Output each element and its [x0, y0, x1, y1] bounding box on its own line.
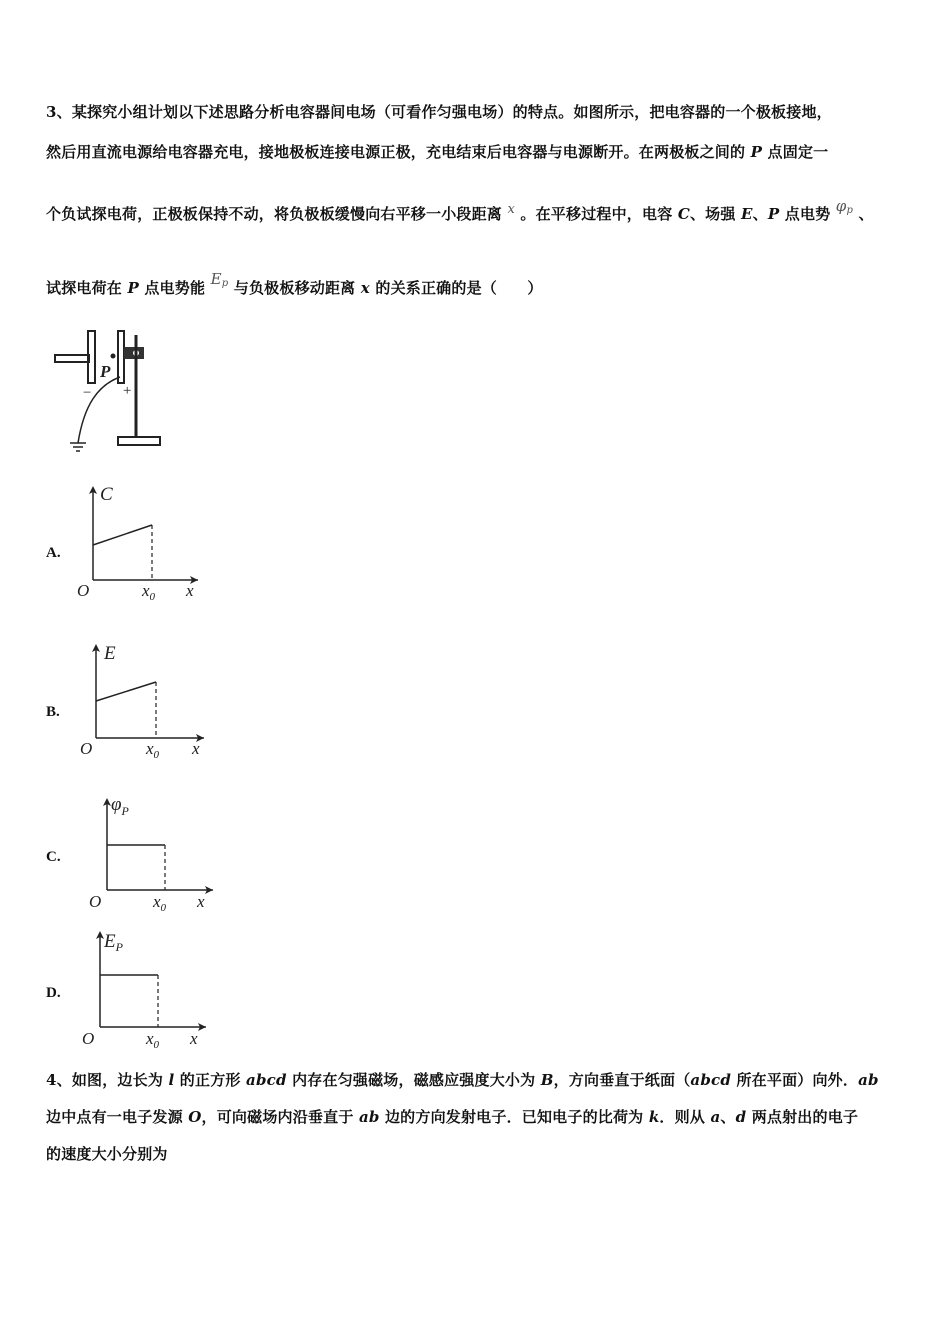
curve	[93, 525, 152, 545]
origin-label: O	[77, 581, 90, 600]
x0-label: $x_0$	[142, 581, 156, 600]
option-a-label[interactable]: A.	[46, 545, 61, 561]
origin-label: O	[82, 1029, 95, 1048]
x-axis-label: x	[192, 739, 200, 758]
graph-option-c	[85, 790, 220, 915]
point-p-label: P	[100, 362, 111, 381]
stand-base	[118, 437, 160, 445]
option-c-label[interactable]: C.	[46, 849, 61, 865]
option-b-label[interactable]: B.	[46, 704, 60, 720]
graph-option-d	[78, 925, 213, 1050]
x-axis-label: x	[197, 892, 205, 911]
left-handle	[55, 355, 89, 362]
graph-option-b	[72, 638, 212, 760]
q3-line-2: 然后用直流电源给电容器充电，接地极板连接电源正极，充电结束后电容器与电源断开。在两极板之间的 P 点固定一	[46, 143, 829, 161]
q4-line-3: 的速度大小分别为	[46, 1145, 168, 1163]
option-d-label[interactable]: D.	[46, 985, 61, 1001]
x0-label: $x_0$	[146, 1029, 160, 1050]
q3-line-3: 个负试探电荷，正极板保持不动，将负极板缓慢向右平移一小段距离 x 。在平移过程中，电容 C、场强 E、P 点电势 $\varphi^p$ 、	[46, 197, 874, 223]
y-axis-label: $E_P$	[104, 931, 123, 954]
y-axis-label: E	[104, 643, 116, 664]
graph-option-a	[70, 480, 210, 600]
curve	[96, 682, 156, 701]
x-axis-label: x	[190, 1029, 198, 1048]
x-axis-label: x	[186, 581, 194, 600]
q4-line-1: 4、如图，边长为 l 的正方形 abcd 内存在匀强磁场，磁感应强度大小为 B，方向垂直于纸面（abcd 所在平面）向外．ab	[46, 1071, 879, 1089]
q3-line-4: 试探电荷在 P 点电势能 $E^p$ 与负极板移动距离 x 的关系正确的是（ ）	[46, 270, 543, 297]
y-axis-label: $\varphi_P$	[111, 794, 129, 818]
minus-sign: −	[82, 385, 93, 401]
capacitor-apparatus-figure	[50, 325, 170, 455]
x0-label: $x_0$	[153, 892, 167, 914]
q3-line-1: 3、某探究小组计划以下述思路分析电容器间电场（可看作匀强电场）的特点。如图所示，把电容器的一个极板接地，	[46, 103, 832, 121]
point-p-dot	[111, 354, 116, 359]
y-axis-label: C	[100, 484, 113, 505]
x0-label: $x_0$	[146, 739, 160, 760]
positive-plate	[118, 331, 124, 383]
origin-label: O	[89, 892, 102, 911]
origin-label: O	[80, 739, 93, 758]
q4-line-2: 边中点有一电子发源 O，可向磁场内沿垂直于 ab 边的方向发射电子．已知电子的比荷为 k．则从 a、d 两点射出的电子	[46, 1108, 859, 1126]
plus-sign: +	[122, 383, 133, 399]
